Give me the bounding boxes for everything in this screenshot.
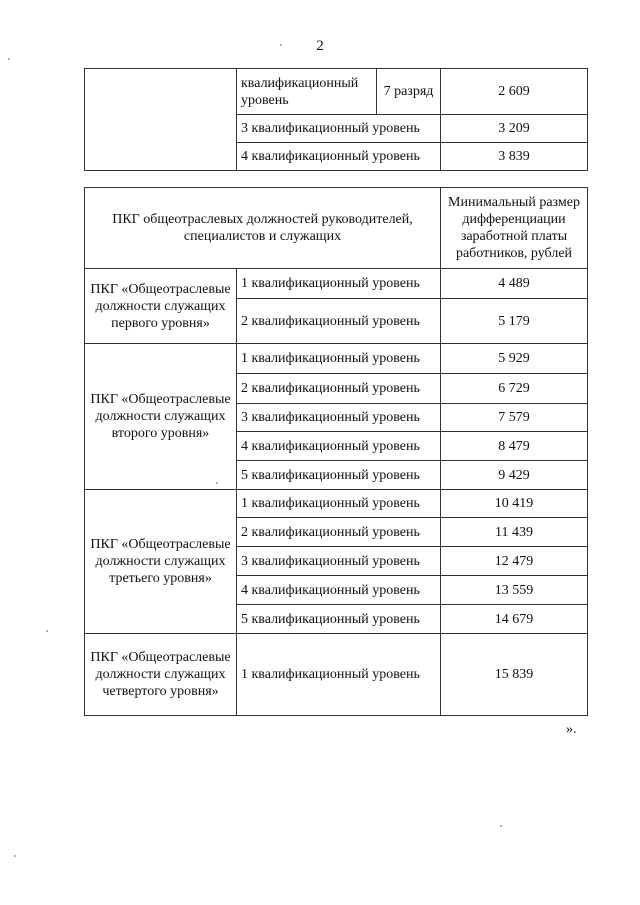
closing-quote: ». <box>566 722 577 737</box>
empty-group-cell <box>85 69 237 171</box>
value-cell: 9 429 <box>441 461 588 490</box>
table-row <box>85 490 588 518</box>
level-cell: 5 квалификационный уровень <box>237 461 441 490</box>
level-cell: 4 квалификационный уровень <box>237 576 441 605</box>
value-cell: 11 439 <box>441 518 588 547</box>
level-cell: 3 квалификационный уровень <box>237 404 441 432</box>
value-cell: 6 729 <box>441 374 588 404</box>
value-cell: 8 479 <box>441 432 588 461</box>
table-row <box>85 344 588 374</box>
value-cell: 10 419 <box>441 490 588 518</box>
scan-speck <box>500 825 502 827</box>
scan-speck <box>8 58 10 60</box>
level-cell: 1 квалификационный уровень <box>237 344 441 374</box>
group-name: ПКГ «Общеотраслевые должности служащих второго уровня» <box>85 344 237 490</box>
table-main <box>84 187 588 716</box>
table-row <box>85 69 588 115</box>
scan-speck <box>46 630 48 632</box>
value-cell: 4 489 <box>441 269 588 299</box>
level-cell: 1 квалификационный уровень <box>237 634 441 716</box>
level-cell: 2 квалификационный уровень <box>237 374 441 404</box>
scan-speck <box>216 482 218 484</box>
level-cell: 3 квалификационный уровень <box>237 115 441 143</box>
grade-cell: 7 разряд <box>377 69 441 115</box>
value-cell: 3 839 <box>441 143 588 171</box>
table-row <box>85 634 588 716</box>
value-cell: 14 679 <box>441 605 588 634</box>
value-cell: 5 929 <box>441 344 588 374</box>
value-cell: 15 839 <box>441 634 588 716</box>
level-cell: 5 квалификационный уровень <box>237 605 441 634</box>
header-right: Минимальный размер дифференциации заработной платы работников, рублей <box>441 188 588 269</box>
header-left: ПКГ общеотраслевых должностей руководителей, специалистов и служащих <box>85 188 441 269</box>
table-top <box>84 68 588 171</box>
table-header-row <box>85 188 588 269</box>
value-cell: 12 479 <box>441 547 588 576</box>
level-cell: 3 квалификационный уровень <box>237 547 441 576</box>
level-cell: 2 квалификационный уровень <box>237 299 441 344</box>
table-row <box>85 269 588 299</box>
group-name: ПКГ «Общеотраслевые должности служащих первого уровня» <box>85 269 237 344</box>
level-cell: 1 квалификационный уровень <box>237 490 441 518</box>
level-cell: 4 квалификационный уровень <box>237 143 441 171</box>
page-number: 2 <box>316 38 324 54</box>
scan-speck <box>14 855 16 857</box>
value-cell: 3 209 <box>441 115 588 143</box>
value-cell: 5 179 <box>441 299 588 344</box>
level-cell: 4 квалификационный уровень <box>237 432 441 461</box>
level-cell: 2 квалификационный уровень <box>237 518 441 547</box>
value-cell: 13 559 <box>441 576 588 605</box>
level-cell: 1 квалификационный уровень <box>237 269 441 299</box>
group-name: ПКГ «Общеотраслевые должности служащих четвертого уровня» <box>85 634 237 716</box>
value-cell: 2 609 <box>441 69 588 115</box>
scan-speck <box>280 44 282 46</box>
value-cell: 7 579 <box>441 404 588 432</box>
level-cell: квалификационный уровень <box>237 69 377 115</box>
group-name: ПКГ «Общеотраслевые должности служащих третьего уровня» <box>85 490 237 634</box>
